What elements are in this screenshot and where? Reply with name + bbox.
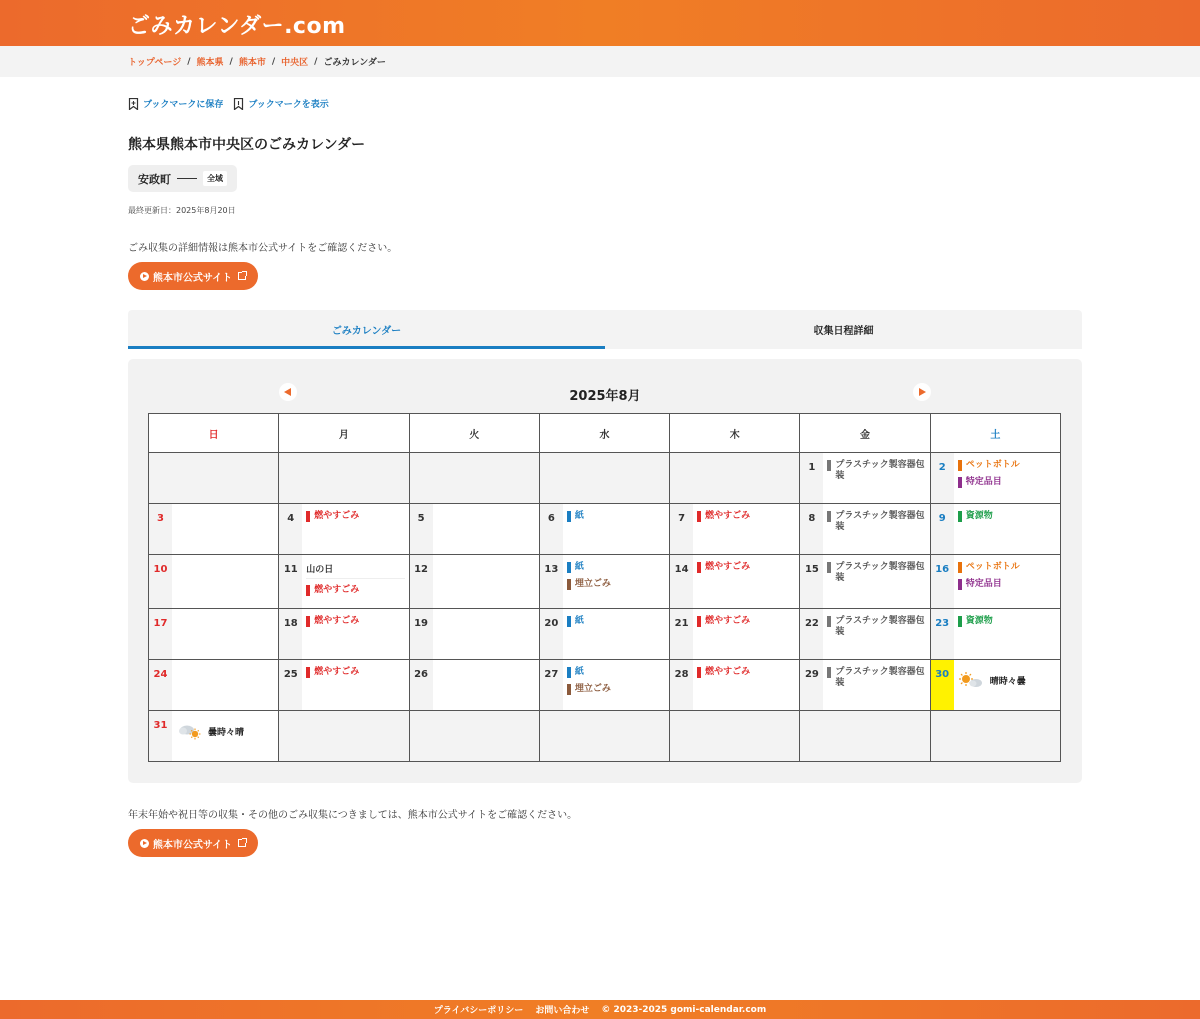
breadcrumb-separator: /	[187, 56, 191, 67]
page-title: 熊本県熊本市中央区のごみカレンダー	[128, 137, 366, 153]
day-cell-content	[931, 609, 1060, 659]
bookmark-show-label: ブックマークを表示	[248, 100, 329, 110]
day-cell-content	[540, 555, 669, 608]
garbage-color-marker	[697, 616, 701, 627]
sun-cloud-icon	[958, 671, 984, 689]
day-cell-content	[800, 453, 929, 503]
calendar-day-cell[interactable]	[539, 609, 669, 660]
calendar-empty-cell	[539, 453, 669, 504]
calendar-empty-cell	[409, 453, 539, 504]
day-number: 6	[540, 504, 563, 554]
calendar-day-cell[interactable]	[800, 609, 930, 660]
month-label: 2025年8月	[569, 389, 641, 404]
calendar-day-cell[interactable]	[279, 555, 409, 609]
day-number: 27	[540, 660, 563, 710]
day-items	[823, 555, 929, 608]
garbage-color-marker	[306, 616, 310, 627]
day-number: 22	[800, 609, 823, 659]
garbage-type-label: ペットボトル	[965, 460, 1020, 470]
calendar-grid	[148, 413, 1061, 762]
day-number: 11	[279, 555, 302, 608]
cloud-sun-icon	[176, 722, 202, 740]
garbage-type-label: 資源物	[965, 616, 993, 626]
calendar-day-cell[interactable]	[539, 660, 669, 711]
garbage-type-item	[306, 511, 404, 522]
bookmark-save-label: ブックマークに保存	[143, 100, 224, 110]
garbage-type-item	[567, 562, 665, 573]
day-items	[433, 609, 539, 659]
garbage-type-label: 燃やすごみ	[705, 511, 751, 521]
day-number: 28	[670, 660, 693, 710]
garbage-type-item	[958, 511, 1056, 522]
garbage-color-marker	[958, 562, 962, 573]
calendar-day-cell[interactable]	[930, 660, 1060, 711]
day-items	[563, 555, 669, 608]
calendar-day-cell[interactable]	[279, 660, 409, 711]
day-number: 20	[540, 609, 563, 659]
calendar-day-cell[interactable]	[670, 660, 800, 711]
garbage-type-label: プラスチック製容器包装	[835, 562, 925, 583]
calendar-week-row	[149, 453, 1061, 504]
official-site-label: 熊本市公式サイト	[152, 839, 233, 851]
calendar-empty-cell	[409, 711, 539, 762]
day-cell-content	[279, 609, 408, 659]
garbage-type-label: 紙	[574, 667, 584, 677]
day-number: 25	[279, 660, 302, 710]
garbage-color-marker	[827, 511, 831, 522]
garbage-color-marker	[958, 460, 962, 471]
garbage-type-item	[567, 684, 665, 695]
day-items	[693, 504, 799, 554]
garbage-type-item	[958, 460, 1056, 471]
calendar-day-cell[interactable]	[409, 504, 539, 555]
day-cell-content	[800, 660, 929, 710]
calendar-day-cell[interactable]	[930, 609, 1060, 660]
garbage-type-label: 燃やすごみ	[314, 667, 360, 677]
day-cell-content	[410, 609, 539, 659]
garbage-type-item	[697, 667, 795, 678]
day-cell-content	[410, 555, 539, 608]
day-items	[172, 711, 278, 761]
day-items	[172, 504, 278, 554]
garbage-type-item	[306, 667, 404, 678]
calendar-week-row	[149, 504, 1061, 555]
official-site-label: 熊本市公式サイト	[152, 272, 233, 284]
weather-label: 晴時々曇	[989, 676, 1026, 687]
day-number: 31	[149, 711, 172, 761]
calendar-day-cell[interactable]	[670, 555, 800, 609]
official-site-button-bottom[interactable]	[128, 829, 258, 857]
weekday-header: 日	[149, 414, 279, 453]
tab-garbage-calendar[interactable]: ごみカレンダー	[128, 310, 605, 349]
tab-bar	[128, 310, 1082, 349]
day-items	[563, 609, 669, 659]
calendar-day-cell[interactable]	[149, 555, 279, 609]
day-number: 10	[149, 555, 172, 608]
day-items	[823, 609, 929, 659]
day-cell-content	[149, 711, 278, 761]
garbage-color-marker	[827, 460, 831, 471]
bookmark-add-icon	[128, 98, 139, 110]
day-number: 16	[931, 555, 954, 608]
garbage-color-marker	[697, 667, 701, 678]
calendar-day-cell[interactable]	[279, 609, 409, 660]
calendar-day-cell[interactable]	[279, 504, 409, 555]
garbage-color-marker	[567, 579, 571, 590]
footer-copyright: © 2023-2025 gomi-calendar.com	[601, 1004, 767, 1015]
garbage-color-marker	[306, 585, 310, 596]
day-items	[433, 504, 539, 554]
day-number: 13	[540, 555, 563, 608]
day-items	[433, 555, 539, 608]
day-cell-content	[800, 504, 929, 554]
garbage-type-label: 燃やすごみ	[314, 585, 360, 595]
garbage-color-marker	[567, 667, 571, 678]
calendar-week-row	[149, 660, 1061, 711]
garbage-type-label: 燃やすごみ	[705, 667, 751, 677]
footer-contact-link[interactable]: お問い合わせ	[535, 1006, 590, 1016]
holiday-label: 山の日	[306, 562, 404, 579]
day-cell-content	[410, 660, 539, 710]
day-cell-content	[800, 555, 929, 608]
garbage-type-item	[827, 562, 925, 584]
day-items	[302, 504, 408, 554]
weekday-header: 金	[800, 414, 930, 453]
day-number: 24	[149, 660, 172, 710]
weekday-header: 土	[930, 414, 1060, 453]
garbage-color-marker	[697, 562, 701, 573]
info-note-bottom: 年末年始や祝日等の収集・その他のごみ収集につきましては、熊本市公式サイトをご確認ください。	[128, 810, 578, 821]
calendar-empty-cell	[930, 711, 1060, 762]
garbage-color-marker	[827, 562, 831, 573]
day-items	[563, 504, 669, 554]
garbage-type-item	[306, 585, 404, 596]
garbage-type-label: 燃やすごみ	[314, 616, 360, 626]
garbage-color-marker	[567, 562, 571, 573]
day-number: 26	[410, 660, 433, 710]
breadcrumb	[0, 46, 1200, 77]
weekday-header: 月	[279, 414, 409, 453]
weekday-header: 火	[409, 414, 539, 453]
day-number: 7	[670, 504, 693, 554]
garbage-color-marker	[827, 616, 831, 627]
garbage-color-marker	[306, 667, 310, 678]
day-number: 15	[800, 555, 823, 608]
garbage-type-item	[697, 511, 795, 522]
bookmark-icon	[233, 98, 244, 110]
calendar-day-cell[interactable]	[670, 609, 800, 660]
day-number: 29	[800, 660, 823, 710]
garbage-type-item	[827, 460, 925, 482]
info-note-top: ごみ収集の詳細情報は熊本市公式サイトをご確認ください。	[128, 243, 398, 254]
site-footer	[0, 1000, 1200, 1019]
calendar-week-row	[149, 555, 1061, 609]
day-number: 4	[279, 504, 302, 554]
day-items	[954, 609, 1060, 659]
breadcrumb-separator: /	[271, 56, 276, 67]
day-cell-content	[149, 609, 278, 659]
official-site-button[interactable]	[128, 262, 258, 290]
day-cell-content	[279, 555, 408, 608]
garbage-type-label: プラスチック製容器包装	[835, 460, 925, 481]
calendar-day-cell[interactable]	[800, 504, 930, 555]
day-cell-content	[279, 660, 408, 710]
day-items	[693, 609, 799, 659]
weekday-header-row	[149, 414, 1061, 453]
garbage-type-item	[827, 616, 925, 638]
calendar-empty-cell	[670, 711, 800, 762]
day-number: 30	[931, 660, 954, 710]
day-cell-content	[670, 504, 799, 554]
day-cell-content	[800, 609, 929, 659]
calendar-day-cell[interactable]	[930, 555, 1060, 609]
day-number: 3	[149, 504, 172, 554]
garbage-type-item	[567, 579, 665, 590]
day-items	[954, 504, 1060, 554]
day-items	[302, 660, 408, 710]
day-number: 21	[670, 609, 693, 659]
day-items	[954, 660, 1060, 710]
garbage-type-label: 特定品目	[965, 477, 1002, 487]
day-cell-content	[931, 453, 1060, 503]
day-items	[302, 555, 408, 608]
day-cell-content	[931, 555, 1060, 608]
calendar-day-cell[interactable]	[149, 660, 279, 711]
day-items	[693, 660, 799, 710]
breadcrumb-link-top[interactable]: トップページ	[128, 58, 182, 68]
tab-schedule-details[interactable]: 収集日程詳細	[813, 326, 874, 337]
day-number: 5	[410, 504, 433, 554]
last-updated: 最終更新日：2025年8月20日	[128, 206, 236, 215]
site-header	[0, 0, 1200, 46]
calendar-day-cell[interactable]	[930, 504, 1060, 555]
day-cell-content	[149, 660, 278, 710]
garbage-color-marker	[567, 684, 571, 695]
garbage-type-label: プラスチック製容器包装	[835, 667, 925, 688]
garbage-type-label: 資源物	[965, 511, 993, 521]
day-cell-content	[149, 555, 278, 608]
external-link-icon	[238, 272, 246, 280]
garbage-type-item	[697, 562, 795, 573]
external-link-icon	[238, 839, 246, 847]
garbage-type-item	[567, 616, 665, 627]
garbage-type-label: 特定品目	[965, 579, 1002, 589]
breadcrumb-current: ごみカレンダー	[323, 58, 386, 68]
day-items	[433, 660, 539, 710]
weekday-header: 水	[539, 414, 669, 453]
calendar-day-cell[interactable]	[409, 609, 539, 660]
garbage-type-item	[827, 667, 925, 689]
garbage-color-marker	[958, 511, 962, 522]
day-cell-content	[149, 504, 278, 554]
day-number: 14	[670, 555, 693, 608]
day-number: 12	[410, 555, 433, 608]
day-cell-content	[540, 609, 669, 659]
day-number: 23	[931, 609, 954, 659]
weekday-header: 木	[670, 414, 800, 453]
day-cell-content	[670, 555, 799, 608]
day-items	[823, 453, 929, 503]
garbage-type-item	[697, 616, 795, 627]
garbage-type-label: 埋立ごみ	[574, 684, 611, 694]
day-cell-content	[931, 504, 1060, 554]
garbage-type-item	[958, 616, 1056, 627]
garbage-type-item	[958, 562, 1056, 573]
calendar-day-cell[interactable]	[670, 504, 800, 555]
breadcrumb-link-city[interactable]: 熊本市	[238, 58, 266, 68]
calendar-day-cell[interactable]	[149, 504, 279, 555]
day-items	[954, 555, 1060, 608]
garbage-type-label: ペットボトル	[965, 562, 1020, 572]
weather-label: 曇時々晴	[208, 727, 245, 738]
day-items	[823, 504, 929, 554]
area-selector[interactable]	[128, 165, 237, 192]
prev-month-button[interactable]	[279, 383, 297, 401]
day-items	[172, 660, 278, 710]
day-cell-content	[931, 660, 1060, 710]
garbage-type-item	[306, 616, 404, 627]
calendar-empty-cell	[279, 711, 409, 762]
footer-privacy-link[interactable]: プライバシーポリシー	[433, 1006, 524, 1016]
day-items	[693, 555, 799, 608]
day-items	[563, 660, 669, 710]
day-cell-content	[670, 609, 799, 659]
garbage-color-marker	[567, 511, 571, 522]
day-cell-content	[540, 504, 669, 554]
weather-forecast	[958, 667, 1056, 689]
garbage-color-marker	[697, 511, 701, 522]
bookmark-save-button[interactable]	[128, 97, 223, 110]
garbage-color-marker	[958, 477, 962, 488]
calendar-week-row	[149, 711, 1061, 762]
day-cell-content	[540, 660, 669, 710]
calendar-day-cell[interactable]	[149, 609, 279, 660]
area-scope-badge: 全域	[203, 171, 227, 186]
calendar-empty-cell	[279, 453, 409, 504]
calendar-day-cell[interactable]	[800, 555, 930, 609]
bookmark-actions	[128, 97, 329, 110]
day-cell-content	[670, 660, 799, 710]
garbage-type-label: 燃やすごみ	[314, 511, 360, 521]
day-number: 1	[800, 453, 823, 503]
site-logo[interactable]: ごみカレンダー.com	[128, 14, 346, 39]
calendar-day-cell[interactable]	[409, 555, 539, 609]
area-divider	[177, 178, 197, 179]
calendar-week-row	[149, 609, 1061, 660]
calendar-empty-cell	[149, 453, 279, 504]
breadcrumb-separator: /	[314, 56, 318, 67]
garbage-type-item	[958, 477, 1056, 488]
next-month-button[interactable]	[913, 383, 931, 401]
garbage-type-label: 紙	[574, 562, 584, 572]
calendar-empty-cell	[800, 711, 930, 762]
day-items	[823, 660, 929, 710]
garbage-type-label: プラスチック製容器包装	[835, 511, 925, 532]
play-circle-icon	[140, 839, 149, 848]
breadcrumb-link-ward[interactable]: 中央区	[281, 58, 309, 68]
calendar-day-cell[interactable]	[539, 555, 669, 609]
calendar-day-cell[interactable]	[409, 660, 539, 711]
day-cell-content	[410, 504, 539, 554]
garbage-type-item	[567, 667, 665, 678]
garbage-type-item	[958, 579, 1056, 590]
weather-forecast	[176, 718, 274, 740]
day-items	[954, 453, 1060, 503]
day-number: 18	[279, 609, 302, 659]
day-number: 9	[931, 504, 954, 554]
breadcrumb-link-prefecture[interactable]: 熊本県	[196, 58, 224, 68]
calendar-day-cell[interactable]	[800, 453, 930, 504]
day-items	[302, 609, 408, 659]
day-number: 2	[931, 453, 954, 503]
day-cell-content	[279, 504, 408, 554]
calendar-day-cell[interactable]	[930, 453, 1060, 504]
day-items	[172, 555, 278, 608]
day-items	[172, 609, 278, 659]
garbage-type-label: 埋立ごみ	[574, 579, 611, 589]
garbage-type-label: 紙	[574, 511, 584, 521]
garbage-color-marker	[827, 667, 831, 678]
day-number: 17	[149, 609, 172, 659]
calendar-panel	[128, 359, 1082, 783]
day-number: 19	[410, 609, 433, 659]
day-number: 8	[800, 504, 823, 554]
garbage-type-item	[827, 511, 925, 533]
calendar-day-cell[interactable]	[149, 711, 279, 762]
garbage-color-marker	[306, 511, 310, 522]
garbage-type-label: 紙	[574, 616, 584, 626]
area-name: 安政町	[138, 172, 171, 186]
calendar-day-cell[interactable]	[800, 660, 930, 711]
garbage-type-label: 燃やすごみ	[705, 562, 751, 572]
play-circle-icon	[140, 272, 149, 281]
bookmark-show-button[interactable]	[233, 97, 328, 110]
garbage-color-marker	[567, 616, 571, 627]
garbage-color-marker	[958, 616, 962, 627]
garbage-color-marker	[958, 579, 962, 590]
calendar-empty-cell	[539, 711, 669, 762]
calendar-empty-cell	[670, 453, 800, 504]
garbage-type-label: プラスチック製容器包装	[835, 616, 925, 637]
calendar-day-cell[interactable]	[539, 504, 669, 555]
breadcrumb-separator: /	[229, 56, 233, 67]
garbage-type-item	[567, 511, 665, 522]
garbage-type-label: 燃やすごみ	[705, 616, 751, 626]
